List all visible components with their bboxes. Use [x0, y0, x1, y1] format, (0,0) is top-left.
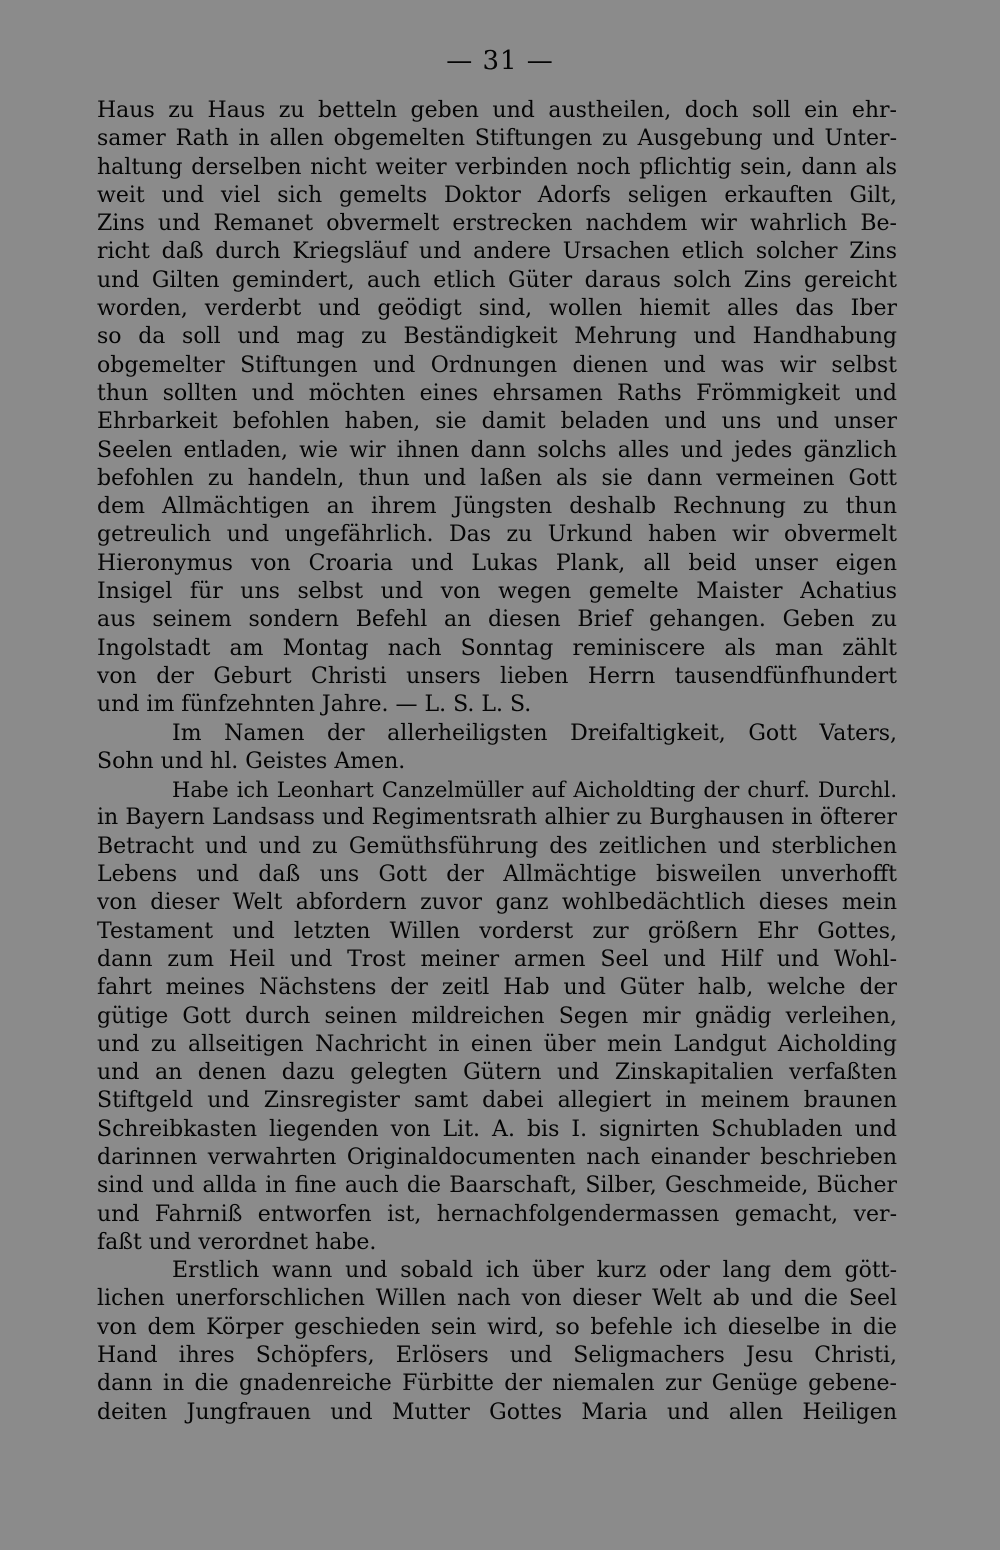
text-line: in Bayern Landsass und Regimentsrath alhier zu Burghausen in öfterer	[97, 805, 897, 831]
text-line: und Fahrniß entworfen ist, hernachfolgendermassen gemacht, ver-	[97, 1201, 897, 1227]
text-line: aus seinem sondern Befehl an diesen Brief gehangen. Geben zu	[97, 607, 897, 633]
text-line: Habe ich Leonhart Canzelmüller auf Aicholdting der churf. Durchl.	[172, 778, 897, 803]
text-line: Haus zu Haus zu betteln geben und austheilen, doch soll ein ehr-	[97, 98, 897, 123]
text-line: lichen unerforschlichen Willen nach von dieser Welt ab und die Seel	[97, 1286, 897, 1312]
text-line: Im Namen der allerheiligsten Dreifaltigkeit, Gott Vaters,	[172, 720, 897, 746]
text-line: so da soll und mag zu Beständigkeit Mehrung und Handhabung	[97, 324, 897, 350]
text-line: Testament und letzten Willen vorderst zur größern Ehr Gottes,	[97, 918, 897, 944]
text-line: deiten Jungfrauen und Mutter Gottes Maria und allen Heiligen	[97, 1399, 897, 1425]
text-line: und zu allseitigen Nachricht in einen über mein Landgut Aicholding	[97, 1031, 897, 1057]
text-line: Lebens und daß uns Gott der Allmächtige bisweilen unverhofft	[97, 862, 897, 888]
text-line: sind und allda in fine auch die Baarschaft, Silber, Geschmeide, Bücher	[97, 1173, 897, 1199]
text-line: Betracht und und zu Gemüthsführung des zeitlichen und sterblichen	[97, 833, 897, 859]
text-line: obgemelter Stiftungen und Ordnungen dienen und was wir selbst	[97, 352, 897, 378]
text-line: Ingolstadt am Montag nach Sonntag reminiscere als man zählt	[97, 635, 897, 661]
text-line: dann in die gnadenreiche Fürbitte der niemalen zur Genüge gebene-	[97, 1371, 897, 1397]
text-line: Zins und Remanet obvermelt erstrecken nachdem wir wahrlich Be-	[97, 211, 897, 237]
text-line: fahrt meines Nächstens der zeitl Hab und Güter halb, welche der	[97, 975, 897, 1001]
text-line: und an denen dazu gelegten Gütern und Zinskapitalien verfaßten	[97, 1060, 897, 1086]
text-line: und Gilten gemindert, auch etlich Güter daraus solch Zins gereicht	[97, 267, 897, 293]
text-line: dann zum Heil und Trost meiner armen Seel und Hilf und Wohl-	[97, 946, 897, 972]
text-line: Stiftgeld und Zinsregister samt dabei allegiert in meinem braunen	[97, 1088, 897, 1114]
text-line: befohlen zu handeln, thun und laßen als sie dann vermeinen Gott	[97, 465, 897, 491]
text-line: Hieronymus von Croaria und Lukas Plank, all beid unser eigen	[97, 550, 897, 576]
text-line: weit und viel sich gemelts Doktor Adorfs seligen erkauften Gilt,	[97, 182, 897, 208]
text-line: Seelen entladen, wie wir ihnen dann solchs alles und jedes gänzlich	[97, 437, 897, 463]
text-line: gütige Gott durch seinen mildreichen Segen mir gnädig verleihen,	[97, 1003, 897, 1029]
text-line: haltung derselben nicht weiter verbinden noch pflichtig sein, dann als	[97, 154, 897, 180]
text-line: Ehrbarkeit befohlen haben, sie damit beladen und uns und unser	[97, 409, 897, 435]
text-line: getreulich und ungefährlich. Das zu Urkund haben wir obvermelt	[97, 522, 897, 548]
text-line: worden, verderbt und geödigt sind, wollen hiemit alles das Iber	[97, 296, 897, 322]
text-line: samer Rath in allen obgemelten Stiftungen zu Ausgebung und Unter-	[97, 126, 897, 152]
text-line: Schreibkasten liegenden von Lit. A. bis I. signirten Schubladen und	[97, 1116, 897, 1142]
text-line: und im fünfzehnten Jahre. — L. S. L. S.	[97, 692, 532, 718]
text-line: Hand ihres Schöpfers, Erlösers und Seligmachers Jesu Christi,	[97, 1343, 897, 1369]
text-line: dem Allmächtigen an ihrem Jüngsten deshalb Rechnung zu thun	[97, 494, 897, 520]
text-line: thun sollten und möchten eines ehrsamen Raths Frömmigkeit und	[97, 380, 897, 406]
text-line: Erstlich wann und sobald ich über kurz oder lang dem gött-	[172, 1258, 897, 1284]
text-line: Sohn und hl. Geistes Amen.	[97, 748, 406, 774]
text-line: Insigel für uns selbst und von wegen gemelte Maister Achatius	[97, 579, 897, 605]
text-line: darinnen verwahrten Originaldocumenten nach einander beschrieben	[97, 1144, 897, 1170]
page-number: — 31 —	[446, 46, 554, 76]
text-line: faßt und verordnet habe.	[97, 1229, 377, 1255]
text-line: von dem Körper geschieden sein wird, so befehle ich dieselbe in die	[97, 1314, 897, 1340]
text-line: von dieser Welt abfordern zuvor ganz wohlbedächtlich dieses mein	[97, 890, 897, 916]
body-text	[97, 97, 897, 1427]
text-line: richt daß durch Kriegsläuf und andere Ursachen etlich solcher Zins	[97, 239, 897, 265]
text-line: von der Geburt Christi unsers lieben Herrn tausendfünfhundert	[97, 663, 897, 689]
